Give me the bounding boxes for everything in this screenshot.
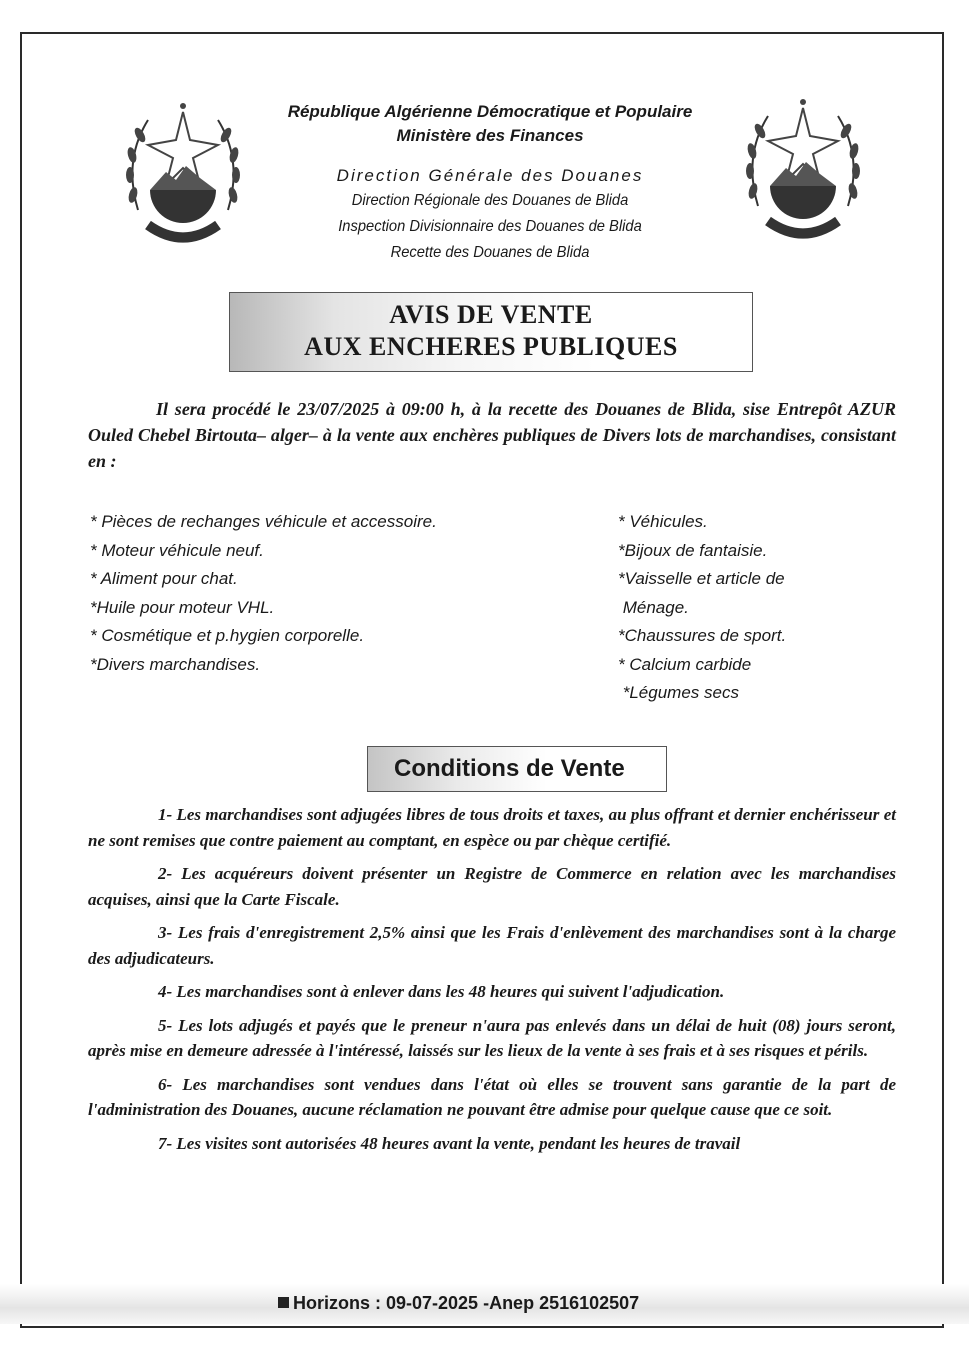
list-item: * Aliment pour chat. bbox=[90, 569, 238, 588]
republic-line: République Algérienne Démocratique et Populaire bbox=[287, 102, 693, 121]
recette-line: Recette des Douanes de Blida bbox=[390, 244, 590, 261]
condition-item: 3- Les frais d'enregistrement 2,5% ainsi que les Frais d'enlèvement des marchandises sont à la charge des adjudicateurs. bbox=[88, 923, 896, 968]
intro-text: Il sera procédé le 23/07/2025 à 09:00 h, à la recette des Douanes de Blida, sise Entrepôt AZUR Ouled Chebel Birtouta– alger– à la vente aux enchères publiques de Divers lots de marchandises, consistant en : bbox=[88, 399, 896, 471]
list-item: *Légumes secs bbox=[618, 683, 739, 702]
list-item: *Bijoux de fantaisie. bbox=[618, 540, 768, 560]
list-item: * Calcium carbide bbox=[618, 654, 752, 674]
items-list-right bbox=[618, 508, 786, 708]
publication-footer bbox=[278, 1293, 639, 1314]
customs-emblem-right-icon bbox=[738, 96, 868, 246]
conditions-list bbox=[88, 802, 896, 1164]
customs-emblem-left-icon bbox=[118, 100, 248, 250]
list-item: * Véhicules. bbox=[618, 512, 708, 531]
footer-text: Horizons : 09-07-2025 -Anep 2516102507 bbox=[293, 1293, 640, 1313]
letterhead bbox=[250, 100, 730, 266]
condition-item: 4- Les marchandises sont à enlever dans les 48 heures qui suivent l'adjudication. bbox=[158, 982, 725, 1001]
intro-paragraph bbox=[88, 396, 896, 474]
ministry-line: Ministère des Finances bbox=[396, 126, 584, 145]
condition-item: 2- Les acquéreurs doivent présenter un Registre de Commerce en relation avec les marchandises acquises, ainsi que la Carte Fiscale. bbox=[88, 864, 896, 909]
list-item: *Huile pour moteur VHL. bbox=[90, 597, 275, 617]
condition-item: 7- Les visites sont autorisées 48 heures avant la vente, pendant les heures de travail bbox=[158, 1133, 741, 1153]
list-item: * Moteur véhicule neuf. bbox=[90, 540, 264, 560]
list-item: * Pièces de rechanges véhicule et accessoire. bbox=[90, 512, 437, 531]
list-item: Ménage. bbox=[618, 597, 689, 617]
list-item: *Vaisselle et article de bbox=[618, 569, 785, 588]
condition-item: 6- Les marchandises sont vendues dans l'état où elles se trouvent sans garantie de la part de l'administration des Douanes, aucune réclamation ne pouvant être admise pour quelque cause que ce soit. bbox=[88, 1074, 896, 1119]
list-item: *Divers marchandises. bbox=[90, 654, 261, 674]
items-list-left bbox=[90, 508, 437, 679]
list-item: * Cosmétique et p.hygien corporelle. bbox=[90, 626, 365, 645]
bullet-square-icon bbox=[278, 1297, 289, 1308]
directorate-line: Direction Générale des Douanes bbox=[336, 166, 644, 185]
condition-item: 5- Les lots adjugés et payés que le preneur n'aura pas enlevés dans un délai de huit (08) jours seront, après mise en demeure adressée à l'intéressé, laissés sur les lieux de la vente à ses frais et à ses risques et périls. bbox=[88, 1015, 896, 1060]
list-item: *Chaussures de sport. bbox=[618, 626, 787, 645]
notice-title-line1: AVIS DE VENTE bbox=[389, 300, 593, 329]
notice-title-line2: AUX ENCHERES PUBLIQUES bbox=[304, 332, 678, 361]
conditions-title: Conditions de Vente bbox=[367, 746, 667, 792]
condition-item: 1- Les marchandises sont adjugées libres de tous droits et taxes, au plus offrant et dernier enchérisseur et ne sont remises que contre paiement au comptant, en espèce ou par chèque certifié. bbox=[88, 805, 896, 850]
inspection-line: Inspection Divisionnaire des Douanes de Blida bbox=[338, 218, 642, 235]
notice-title-box bbox=[229, 292, 753, 372]
regional-line: Direction Régionale des Douanes de Blida bbox=[351, 192, 629, 209]
